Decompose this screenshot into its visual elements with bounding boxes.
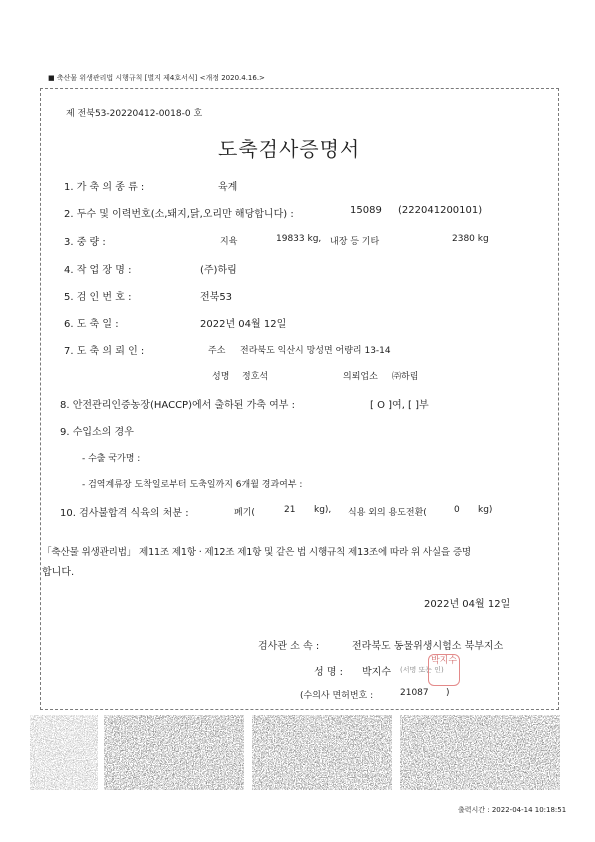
offal-label: 내장 등 기타 (330, 237, 380, 247)
import-period-label: - 검역계류장 도착일로부터 도축일까지 6개월 경과여부 : (82, 480, 303, 490)
repurpose-weight: 0 (454, 505, 460, 515)
trace-number: (222041200101) (398, 205, 483, 216)
count-value: 15089 (350, 205, 382, 216)
discard-label: 폐기( (234, 508, 255, 518)
security-pattern-1 (104, 715, 244, 790)
haccp-value: [ O ]여, [ ]부 (370, 400, 429, 411)
slaughter-date-value: 2022년 04월 12일 (200, 319, 287, 330)
workplace-label: 4. 작 업 장 명 : (64, 265, 132, 276)
client-label: 7. 도 축 의 뢰 인 : (64, 346, 145, 357)
slaughter-date-label: 6. 도 축 일 : (64, 319, 119, 330)
license-number: 21087 (400, 688, 429, 698)
inspector-name-value: 박지수 (362, 667, 391, 678)
workplace-value: (주)하림 (200, 265, 237, 276)
inspector-org-value: 전라북도 동물위생시험소 북부지소 (352, 641, 504, 652)
species-label: 1. 가 축 의 종 류 : (64, 182, 145, 193)
carcass-label: 지육 (220, 237, 238, 247)
certificate-number: 제 전북53-20220412-0018-0 호 (66, 109, 203, 119)
inspection-number-value: 전북53 (200, 292, 233, 303)
client-address-value: 전라북도 익산시 망성면 어량리 13-14 (240, 346, 391, 356)
inspector-org-label: 검사관 소 속 : (258, 641, 320, 652)
certification-date: 2022년 04월 12일 (424, 599, 511, 610)
offal-weight: 2380 kg (452, 234, 489, 244)
inspection-number-label: 5. 검 인 번 호 : (64, 292, 132, 303)
client-name-label: 성명 (212, 372, 230, 382)
print-timestamp: 출력시간 : 2022-04-14 10:18:51 (458, 806, 567, 814)
inspector-name-label: 성 명 : (314, 667, 344, 678)
species-value: 육계 (218, 182, 238, 193)
count-label: 2. 두수 및 이력번호(소,돼지,닭,오리만 해당합니다) : (64, 209, 294, 220)
repurpose-label: 식용 외의 용도전환( (348, 508, 427, 518)
form-reference: ■ 축산물 위생관리법 시행규칙 [별지 제4호서식] <개정 2020.4.16.> (48, 74, 265, 82)
client-name-value: 정호석 (242, 372, 269, 382)
discard-unit: kg), (314, 505, 332, 515)
official-seal-stamp: 박지수 (428, 654, 460, 686)
repurpose-unit: kg) (478, 505, 493, 515)
security-pattern-3 (400, 715, 560, 790)
signature-note: (서명 또는 인) (400, 666, 444, 674)
haccp-label: 8. 안전관리인증농장(HACCP)에서 출하된 가축 여부 : (60, 400, 296, 411)
weight-label: 3. 중 량 : (64, 237, 106, 248)
carcass-weight: 19833 kg, (276, 234, 322, 244)
import-label: 9. 수입소의 경우 (60, 427, 134, 438)
license-close: ) (446, 688, 450, 698)
certification-text-end: 합니다. (42, 567, 75, 578)
client-business-value: ㈜하림 (392, 372, 419, 382)
discard-weight: 21 (284, 505, 296, 515)
certification-text: 「축산물 위생관리법」 제11조 제1항 · 제12조 제1항 및 같은 법 시행규칙 제13조에 따라 위 사실을 증명 (42, 547, 471, 558)
security-pattern-left (30, 715, 98, 790)
import-country-label: - 수출 국가명 : (82, 454, 141, 464)
client-business-label: 의뢰업소 (343, 372, 378, 382)
page-title: 도축검사증명서 (218, 137, 361, 161)
failed-meat-label: 10. 검사불합격 식육의 처분 : (60, 508, 189, 519)
client-address-label: 주소 (208, 346, 226, 356)
license-label: (수의사 면허번호 : (300, 691, 374, 701)
security-pattern-2 (252, 715, 392, 790)
